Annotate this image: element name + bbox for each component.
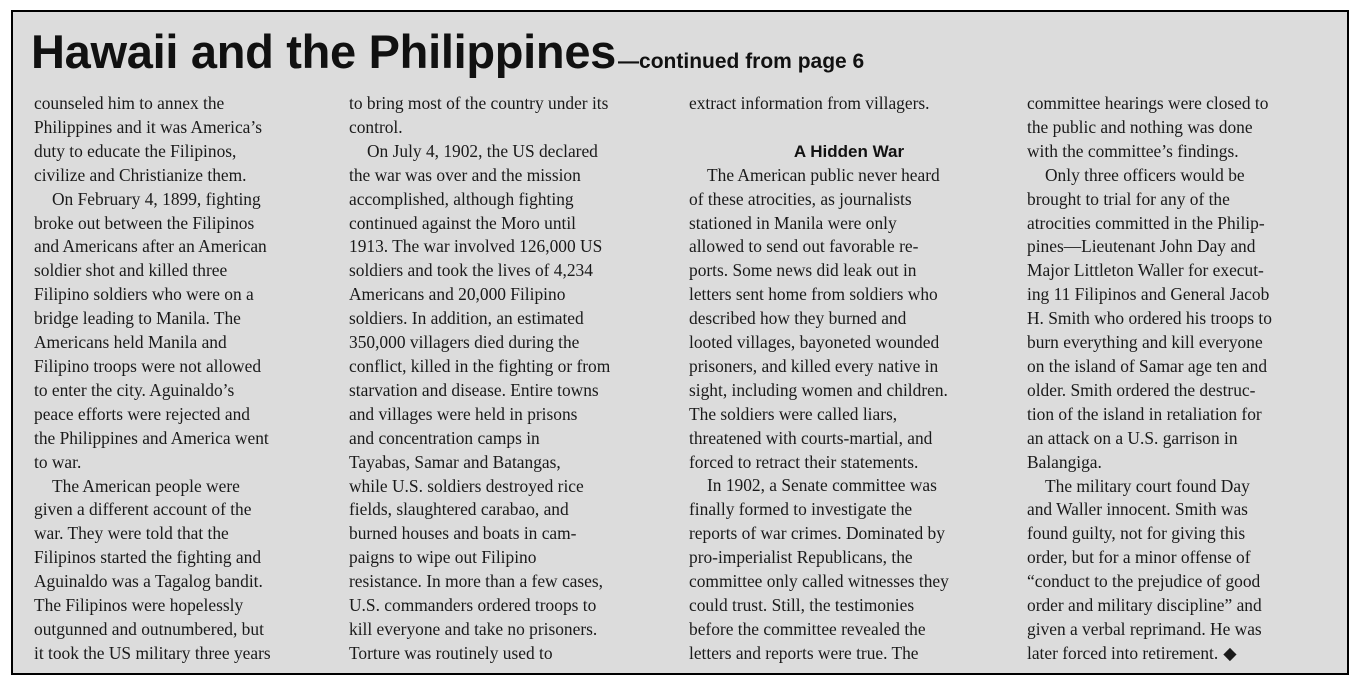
article-text-line: the Philippines and America went — [34, 427, 269, 448]
article-column-1 — [34, 92, 334, 666]
article-text-line: control. — [349, 116, 403, 137]
article-text-line: peace efforts were rejected and — [34, 403, 250, 424]
article-text-line: The military court found Day — [1045, 475, 1250, 496]
article-text-line: duty to educate the Filipinos, — [34, 140, 237, 161]
headline-continued-note: —continued from page 6 — [618, 50, 865, 73]
article-text-line: fields, slaughtered carabao, and — [349, 499, 569, 520]
article-column-3 — [689, 92, 1009, 666]
article-text-line: On July 4, 1902, the US declared — [367, 140, 598, 161]
article-text-line: to war. — [34, 451, 82, 472]
article-text-line: Only three officers would be — [1045, 164, 1245, 185]
article-panel — [11, 10, 1349, 675]
article-text-line: order, but for a minor offense of — [1027, 547, 1251, 568]
article-text-line: burn everything and kill everyone — [1027, 332, 1263, 353]
article-text-line: finally formed to investigate the — [689, 499, 913, 520]
article-text-line: while U.S. soldiers destroyed rice — [349, 475, 584, 496]
article-text-line: broke out between the Filipinos — [34, 212, 255, 233]
article-text-line: conflict, killed in the fighting or from — [349, 355, 611, 376]
article-text-line: 350,000 villagers died during the — [349, 332, 580, 353]
article-text-line: found guilty, not for giving this — [1027, 523, 1246, 544]
article-text-line: Americans and 20,000 Filipino — [349, 284, 566, 305]
article-text-line: looted villages, bayoneted wounded — [689, 332, 940, 353]
article-text-line: U.S. commanders ordered troops to — [349, 595, 597, 616]
article-text-line: letters sent home from soldiers who — [689, 284, 938, 305]
article-text-line: the public and nothing was done — [1027, 116, 1253, 137]
article-column-2 — [349, 92, 674, 666]
article-text-line: described how they burned and — [689, 308, 907, 329]
article-text-line: The Filipinos were hopelessly — [34, 595, 244, 616]
article-text-line: committee only called witnesses they — [689, 571, 949, 592]
subhead-spacer — [689, 116, 1009, 140]
article-text-line: of these atrocities, as journalists — [689, 188, 912, 209]
article-column-4 — [1027, 92, 1337, 666]
article-text-line: outgunned and outnumbered, but — [34, 618, 264, 639]
article-text-line: In 1902, a Senate committee was — [707, 475, 937, 496]
article-text-line: before the committee revealed the — [689, 618, 926, 639]
article-text-line: On February 4, 1899, fighting — [52, 188, 261, 209]
article-text-line: ports. Some news did leak out in — [689, 260, 917, 281]
article-text-line: extract information from villagers. — [689, 93, 930, 113]
article-text-line: accomplished, although fighting — [349, 188, 574, 209]
article-text-line: threatened with courts-martial, and — [689, 427, 933, 448]
article-text-line: allowed to send out favorable re- — [689, 236, 919, 257]
article-text-line: reports of war crimes. Dominated by — [689, 523, 945, 544]
article-text-line: soldier shot and killed three — [34, 260, 228, 281]
article-text-line: older. Smith ordered the destruc- — [1027, 379, 1256, 400]
article-text-line: “conduct to the prejudice of good — [1027, 571, 1261, 592]
article-text-line: to enter the city. Aguinaldo’s — [34, 379, 235, 400]
article-text-line: letters and reports were true. The — [689, 642, 919, 663]
article-text-line: could trust. Still, the testimonies — [689, 595, 915, 616]
article-text-line: 1913. The war involved 126,000 US — [349, 236, 603, 257]
article-text-line: Philippines and it was America’s — [34, 116, 262, 137]
article-headline — [31, 24, 864, 79]
article-text-line: tion of the island in retaliation for — [1027, 403, 1262, 424]
article-text-line: Torture was routinely used to — [349, 642, 553, 663]
article-text-line: The American public never heard — [707, 164, 940, 185]
article-text-line: the war was over and the mission — [349, 164, 581, 185]
article-text-line: atrocities committed in the Philip- — [1027, 212, 1265, 233]
article-text-line: resistance. In more than a few cases, — [349, 571, 603, 592]
article-text-line: H. Smith who ordered his troops to — [1027, 308, 1272, 329]
section-subhead: A Hidden War — [793, 141, 905, 161]
article-text-line: and Waller innocent. Smith was — [1027, 499, 1248, 520]
article-text-line: Major Littleton Waller for execut- — [1027, 260, 1264, 281]
article-text-line: forced to retract their statements. — [689, 451, 919, 472]
article-text-line: given a verbal reprimand. He was — [1027, 618, 1262, 639]
article-text-line: Americans held Manila and — [34, 332, 227, 353]
article-text-line: brought to trial for any of the — [1027, 188, 1230, 209]
article-text-line: starvation and disease. Entire towns — [349, 379, 599, 400]
article-text-line: continued against the Moro until — [349, 212, 577, 233]
article-text-line: stationed in Manila were only — [689, 212, 897, 233]
article-text-line: it took the US military three years — [34, 642, 271, 663]
article-text-line: Filipino soldiers who were on a — [34, 284, 254, 305]
article-text-line: soldiers. In addition, an estimated — [349, 308, 584, 329]
article-text-line: an attack on a U.S. garrison in — [1027, 427, 1238, 448]
article-text-line: and villages were held in prisons — [349, 403, 578, 424]
article-text-line: and Americans after an American — [34, 236, 267, 257]
article-text-line: and concentration camps in — [349, 427, 540, 448]
article-text-line: with the committee’s findings. — [1027, 140, 1239, 161]
article-text-line: given a different account of the — [34, 499, 252, 520]
article-text-line: The soldiers were called liars, — [689, 403, 898, 424]
article-text-line: Filipinos started the fighting and — [34, 547, 262, 568]
article-text-line: ing 11 Filipinos and General Jacob — [1027, 284, 1270, 305]
article-text-line: later forced into retirement. — [1027, 642, 1219, 663]
article-text-line: order and military discipline” and — [1027, 595, 1262, 616]
article-text-line: Tayabas, Samar and Batangas, — [349, 451, 561, 472]
article-text-line: sight, including women and children. — [689, 379, 948, 400]
article-text-line: committee hearings were closed to — [1027, 93, 1269, 113]
end-of-article-icon: ◆ — [1223, 642, 1237, 663]
article-text-line: pro-imperialist Republicans, the — [689, 547, 913, 568]
article-text-line: Aguinaldo was a Tagalog bandit. — [34, 571, 263, 592]
headline-title: Hawaii and the Philippines — [31, 25, 617, 78]
article-text-line: to bring most of the country under its — [349, 93, 609, 113]
article-text-line: Balangiga. — [1027, 451, 1102, 472]
article-last-line — [1027, 642, 1337, 666]
article-text-line: civilize and Christianize them. — [34, 164, 247, 185]
article-text-line: counseled him to annex the — [34, 93, 225, 113]
article-text-line: on the island of Samar age ten and — [1027, 355, 1268, 376]
article-text-line: Filipino troops were not allowed — [34, 355, 262, 376]
article-text-line: war. They were told that the — [34, 523, 229, 544]
article-text-line: The American people were — [52, 475, 240, 496]
article-text-line: prisoners, and killed every native in — [689, 355, 939, 376]
article-text-line: kill everyone and take no prisoners. — [349, 618, 598, 639]
article-text-line: burned houses and boats in cam- — [349, 523, 577, 544]
article-text-line: pines—Lieutenant John Day and — [1027, 236, 1256, 257]
article-text-line: paigns to wipe out Filipino — [349, 547, 537, 568]
article-text-line: bridge leading to Manila. The — [34, 308, 241, 329]
article-text-line: soldiers and took the lives of 4,234 — [349, 260, 593, 281]
